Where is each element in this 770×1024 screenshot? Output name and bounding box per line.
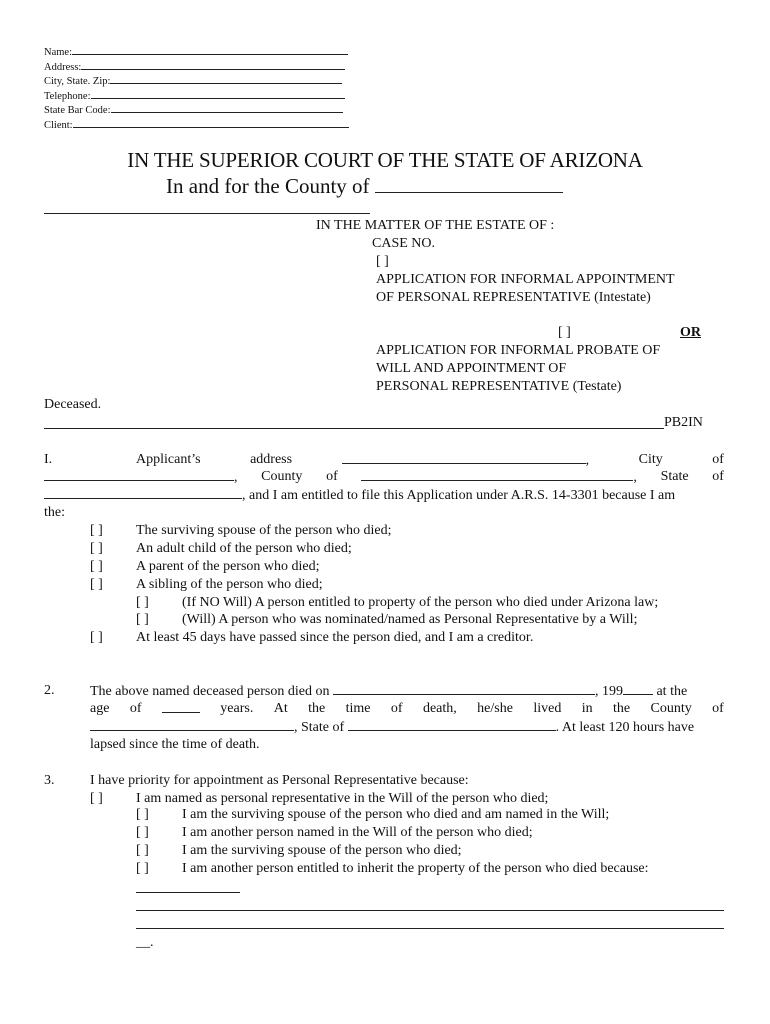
city-word: City (638, 452, 663, 467)
section-2-line-1 (90, 682, 687, 701)
telephone-label: Telephone: (44, 90, 91, 102)
option-parent-checkbox[interactable]: [ ] (90, 559, 103, 574)
of-word: of (712, 452, 724, 467)
word: the (308, 701, 326, 716)
applicant-city (44, 468, 238, 487)
word: death, (422, 701, 457, 716)
deceased-label: Deceased. (44, 397, 102, 412)
year-prefix: , 199 (594, 684, 623, 699)
option-parent-text: A parent of the person who died; (136, 559, 320, 574)
option-spouse-checkbox[interactable]: [ ] (90, 523, 103, 538)
priority-intro: I have priority for appointment as Personal Representative because: (90, 773, 469, 788)
name-row (44, 45, 349, 60)
applicant-county-field[interactable] (361, 468, 633, 481)
testate-title-3: PERSONAL REPRESENTATIVE (Testate) (376, 379, 622, 394)
intestate-checkbox[interactable]: [ ] (376, 254, 389, 269)
surviving-spouse-checkbox[interactable]: [ ] (136, 843, 149, 858)
the-label: the: (44, 505, 65, 520)
client-row (44, 118, 349, 133)
inherit-reason-line-2[interactable] (136, 910, 724, 911)
applicant-city-field[interactable] (44, 468, 234, 481)
telephone-field[interactable] (91, 89, 345, 99)
section-1-line-2 (44, 468, 724, 487)
telephone-row (44, 89, 349, 104)
section-3-number: 3. (44, 773, 55, 788)
testate-title-2: WILL AND APPOINTMENT OF (376, 361, 567, 376)
age-field[interactable] (162, 700, 200, 713)
applicant-address-field[interactable] (342, 451, 586, 464)
name-field[interactable] (72, 45, 348, 55)
another-named-checkbox[interactable]: [ ] (136, 825, 149, 840)
lapsed-text: lapsed since the time of death. (90, 737, 260, 752)
section-2-number: 2. (44, 683, 55, 698)
inherit-reason-line-3[interactable] (136, 928, 724, 929)
caption-left-rule (44, 213, 370, 214)
matter-label: IN THE MATTER OF THE ESTATE OF : (316, 218, 555, 233)
address-label: Address: (44, 61, 82, 73)
spouse-named-text: I am the surviving spouse of the person who died and am named in the Will; (182, 807, 610, 822)
option-child-text: An adult child of the person who died; (136, 541, 352, 556)
word: time (345, 701, 371, 716)
word: of (390, 701, 403, 716)
sub-option-will-text: (Will) A person who was nominated/named as Personal Representative by a Will; (182, 612, 638, 627)
bar-code-row (44, 103, 349, 118)
word: of (712, 701, 724, 716)
section-1-number: I. (44, 452, 53, 467)
word: At (273, 701, 288, 716)
of-word: of (712, 469, 724, 484)
sub-option-will-checkbox[interactable]: [ ] (136, 612, 149, 627)
word: lived (533, 701, 562, 716)
case-no-label: CASE NO. (372, 236, 436, 251)
bar-code-field[interactable] (111, 103, 343, 113)
form-code: PB2IN (664, 415, 703, 430)
at-least-text: . At least 120 hours have (555, 720, 695, 735)
word: County (650, 701, 692, 716)
spouse-named-checkbox[interactable]: [ ] (136, 807, 149, 822)
word: the (613, 701, 631, 716)
inherit-text: I am another person entitled to inherit the property of the person who died because: (182, 861, 649, 876)
age-word: age (90, 701, 110, 716)
section-2-line-2 (90, 700, 724, 718)
county-line-label: In and for the County of (166, 174, 370, 198)
date-of-death-field[interactable] (333, 682, 595, 695)
intestate-title-1: APPLICATION FOR INFORMAL APPOINTMENT (376, 272, 675, 287)
sub-option-no-will-checkbox[interactable]: [ ] (136, 595, 149, 610)
bar-code-label: State Bar Code: (44, 105, 111, 116)
of-word: of (326, 469, 338, 484)
inherit-reason-line-1[interactable] (136, 892, 240, 893)
county-line (166, 174, 563, 199)
testate-checkbox[interactable]: [ ] (558, 325, 571, 340)
intestate-title-2: OF PERSONAL REPRESENTATIVE (Intestate) (376, 290, 651, 305)
comma: , (234, 470, 238, 485)
address-field[interactable] (81, 60, 345, 70)
county-field[interactable] (375, 176, 563, 193)
testate-title-1: APPLICATION FOR INFORMAL PROBATE OF (376, 343, 661, 358)
city-label: City, State. Zip: (44, 76, 111, 87)
caption-bottom-rule (44, 428, 664, 429)
city-field[interactable] (110, 74, 342, 84)
of-word: of (129, 701, 142, 716)
client-field[interactable] (73, 118, 349, 128)
applicant-county (361, 468, 637, 487)
years-word: years. (220, 701, 254, 716)
applicant-state-field[interactable] (44, 486, 242, 499)
inherit-checkbox[interactable]: [ ] (136, 861, 149, 876)
comma: , (585, 453, 590, 468)
option-child-checkbox[interactable]: [ ] (90, 541, 103, 556)
option-sibling-checkbox[interactable]: [ ] (90, 577, 103, 592)
option-spouse-text: The surviving spouse of the person who died; (136, 523, 392, 538)
client-label: Client: (44, 119, 73, 131)
another-named-text: I am another person named in the Will of the person who died; (182, 825, 533, 840)
state-of-text: , State of (294, 720, 345, 735)
sub-option-no-will-text: (If NO Will) A person entitled to property of the person who died under Arizona law; (182, 595, 659, 610)
option-sibling-text: A sibling of the person who died; (136, 577, 323, 592)
state-word: State (660, 469, 689, 484)
name-label: Name: (44, 47, 72, 58)
option-creditor-text: At least 45 days have passed since the person died, and I am a creditor. (136, 630, 534, 645)
city-row (44, 74, 349, 89)
county-word: County (261, 469, 303, 484)
inherit-reason-end: __. (136, 935, 154, 950)
applicant-word: Applicant’s (136, 452, 201, 467)
header-block (44, 45, 349, 132)
entitled-text: , and I am entitled to file this Application under A.R.S. 14-3301 because I am (242, 488, 676, 503)
court-title: IN THE SUPERIOR COURT OF THE STATE OF ARIZONA (127, 148, 643, 172)
died-on-text: The above named deceased person died on (90, 684, 330, 699)
or-label: OR (680, 325, 701, 340)
death-county-field[interactable] (90, 718, 294, 731)
year-field[interactable] (623, 682, 653, 695)
word: he/she (477, 701, 513, 716)
named-pr-checkbox[interactable]: [ ] (90, 791, 103, 806)
named-pr-text: I am named as personal representative in the Will of the person who died; (136, 791, 549, 806)
comma: , (633, 470, 637, 485)
option-creditor-checkbox[interactable]: [ ] (90, 630, 103, 645)
at-the-text: at the (656, 684, 688, 699)
section-2-line-3 (90, 718, 694, 737)
word: in (581, 701, 593, 716)
section-1-line-3 (44, 486, 675, 505)
surviving-spouse-text: I am the surviving spouse of the person who died; (182, 843, 462, 858)
address-word: address (250, 452, 293, 467)
death-state-field[interactable] (348, 718, 556, 731)
address-row (44, 60, 349, 75)
